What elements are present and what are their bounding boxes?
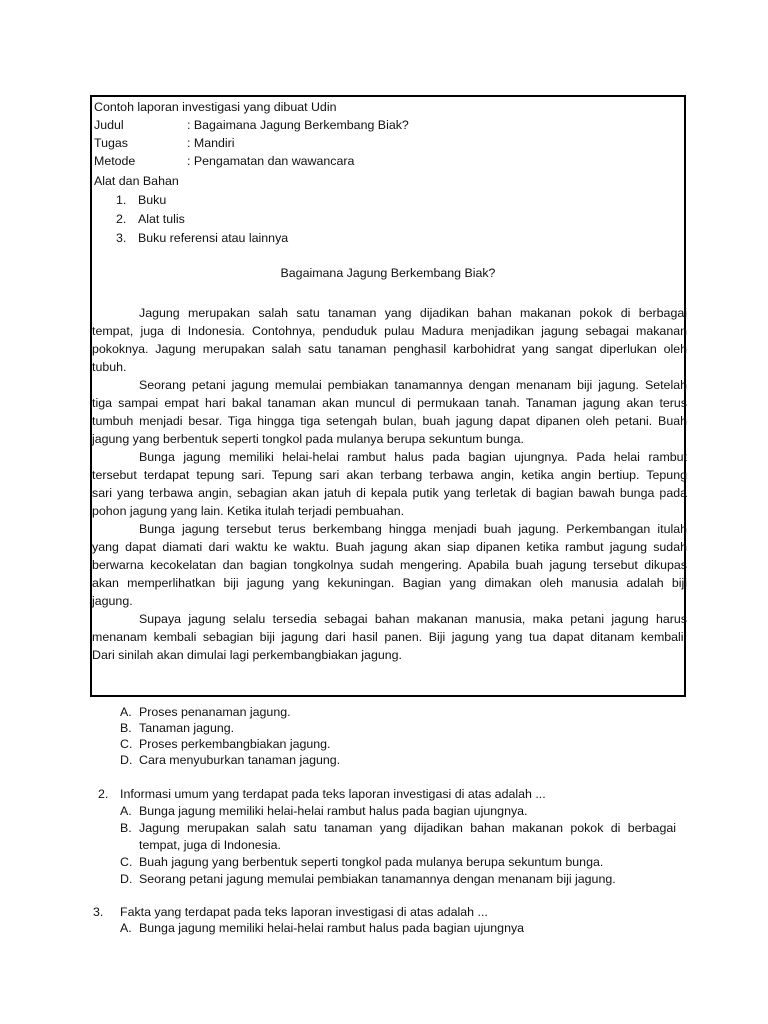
tools-item-text: Alat tulis [138, 212, 185, 226]
option-letter: C. [120, 855, 133, 869]
question-number: 3. [93, 905, 104, 919]
tools-item-text: Buku [138, 193, 167, 207]
paragraph-line: akan memperlihatkan biji jagung yang kekuningan. Bagian yang dimakan oleh manusia adalah biji [92, 576, 687, 590]
option-text: Tanaman jagung. [139, 721, 235, 735]
meta-label: Tugas [94, 136, 128, 150]
option-letter: D. [120, 753, 133, 767]
tools-item-number: 2. [116, 212, 127, 226]
option-letter: A. [120, 921, 132, 935]
paragraph-line: jagung. [92, 594, 133, 608]
tools-item-number: 1. [116, 193, 127, 207]
option-text: Proses penanaman jagung. [139, 705, 291, 719]
paragraph-line: tumbuh menjadi besar. Tiga hingga tiga setengah bulan, buah jagung dapat dipanen oleh petani. Buah [92, 414, 687, 428]
option-text-continued: tempat, juga di Indonesia. [139, 838, 281, 852]
question-text: Fakta yang terdapat pada teks laporan investigasi di atas adalah ... [120, 905, 488, 919]
report-intro: Contoh laporan investigasi yang dibuat Udin [94, 100, 337, 114]
paragraph-line: Bunga jagung tersebut terus berkembang hingga menjadi buah jagung. Perkembangan itulah [139, 522, 687, 536]
option-letter: C. [120, 737, 133, 751]
option-text: Cara menyuburkan tanaman jagung. [139, 753, 341, 767]
paragraph-line: Supaya jagung selalu tersedia sebagai bahan makanan manusia, maka petani jagung harus [139, 612, 687, 626]
tools-item-number: 3. [116, 231, 127, 245]
paragraph-line: pokoknya. Jagung merupakan salah satu tanaman penghasil karbohidrat yang sangat diperlukan oleh [92, 342, 687, 356]
option-text: Bunga jagung memiliki helai-helai rambut halus pada bagian ujungnya. [139, 804, 528, 818]
paragraph-line: sari yang terbawa angin, sebagian akan jatuh di kepala putik yang terletak di bagian bawah bunga pada [92, 486, 687, 500]
paragraph-line: tubuh. [92, 360, 127, 374]
paragraph-line: berwarna kecokelatan dan bagian tongkolnya sudah mengering. Apabila buah jagung tersebut dikupas [92, 558, 687, 572]
paragraph-line: tempat, juga di Indonesia. Contohnya, penduduk pulau Madura menjadikan jagung sebagai makanan [92, 324, 687, 338]
paragraph-line: menanam kembali sebagian biji jagung dari hasil panen. Biji jagung yang tua dapat ditanam kembali. [92, 630, 687, 644]
tools-item-text: Buku referensi atau lainnya [138, 231, 289, 245]
option-text: Proses perkembangbiakan jagung. [139, 737, 331, 751]
meta-value: : Mandiri [187, 136, 235, 150]
option-letter: A. [120, 705, 132, 719]
paragraph-line: Seorang petani jagung memulai pembiakan tanamannya dengan menanam biji jagung. Setelah [139, 378, 687, 392]
paragraph-line: tiga sampai empat hari bakal tanaman akan muncul di permukaan tanah. Tanaman jagung akan terus [92, 396, 687, 410]
meta-value: : Pengamatan dan wawancara [187, 154, 355, 168]
option-text: Jagung merupakan salah satu tanaman yang dijadikan bahan makanan pokok di berbagai [139, 821, 676, 835]
option-letter: B. [120, 721, 132, 735]
option-letter: B. [120, 821, 132, 835]
meta-label: Judul [94, 118, 124, 132]
option-letter: A. [120, 804, 132, 818]
option-letter: D. [120, 872, 133, 886]
report-box [90, 95, 686, 697]
report-title: Bagaimana Jagung Berkembang Biak? [280, 266, 496, 280]
tools-label: Alat dan Bahan [94, 174, 179, 188]
question-number: 2. [98, 787, 109, 801]
paragraph-line: Jagung merupakan salah satu tanaman yang dijadikan bahan makanan pokok di berbagai [139, 306, 687, 320]
option-text: Buah jagung yang berbentuk seperti tongkol pada mulanya berupa sekuntum bunga. [139, 855, 604, 869]
option-text: Seorang petani jagung memulai pembiakan tanamannya dengan menanam biji jagung. [139, 872, 616, 886]
question-text: Informasi umum yang terdapat pada teks laporan investigasi di atas adalah ... [120, 787, 546, 801]
paragraph-line: Bunga jagung memiliki helai-helai rambut halus pada bagian ujungnya. Pada helai rambut [139, 450, 687, 464]
meta-value: : Bagaimana Jagung Berkembang Biak? [187, 118, 409, 132]
paragraph-line: jagung yang berbentuk seperti tongkol pada mulanya berupa sekuntum bunga. [92, 432, 524, 446]
paragraph-line: tersebut terdapat tepung sari. Tepung sari akan terbang terbawa angin, ketika angin bertiup. Tepung [92, 468, 687, 482]
paragraph-line: Dari sinilah akan dimulai lagi perkembangbiakan jagung. [92, 648, 402, 662]
paragraph-line: yang dapat diamati dari waktu ke waktu. Buah jagung akan siap dipanen ketika rambut jagung sudah [92, 540, 687, 554]
paragraph-line: pohon jagung yang lain. Ketika itulah terjadi pembuahan. [92, 504, 405, 518]
option-text: Bunga jagung memiliki helai-helai rambut halus pada bagian ujungnya [139, 921, 525, 935]
meta-label: Metode [94, 154, 136, 168]
